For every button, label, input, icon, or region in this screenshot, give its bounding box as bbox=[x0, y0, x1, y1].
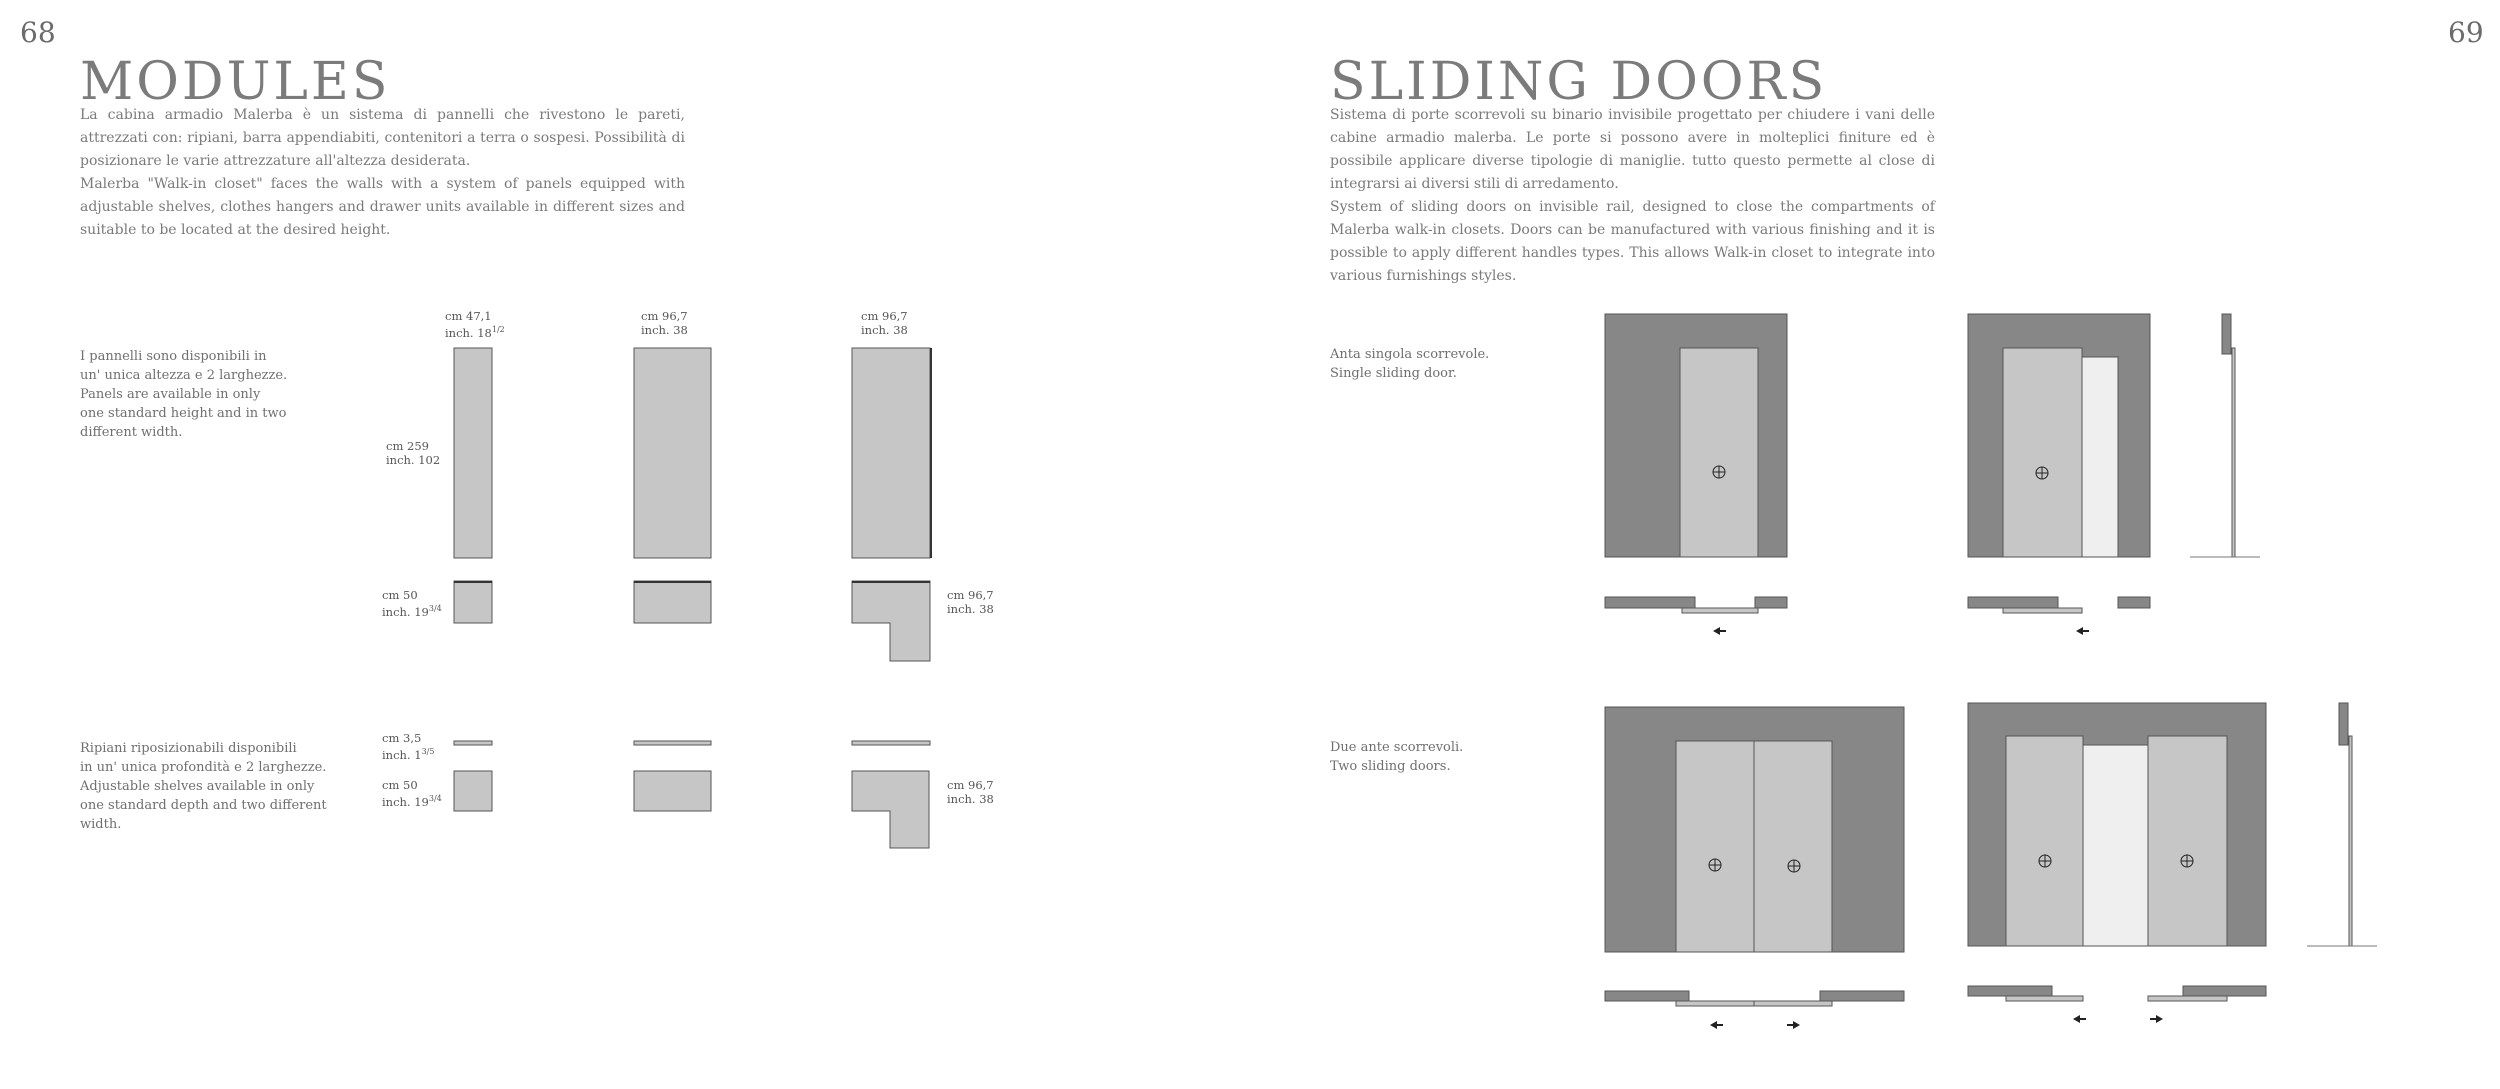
panels-caption-line: different width. bbox=[80, 425, 183, 440]
shelf-thin-narrow bbox=[454, 741, 492, 745]
single-door-section-header bbox=[2222, 314, 2231, 354]
dim-cm: cm 96,7 bbox=[861, 309, 908, 323]
handle-icon bbox=[2181, 855, 2193, 867]
modules-title: MODULES bbox=[80, 52, 391, 112]
single-open-plan-wall-right bbox=[2118, 597, 2150, 608]
shelves-caption-line: one standard depth and two different bbox=[80, 798, 327, 813]
shelves-caption-line: Adjustable shelves available in only bbox=[80, 779, 315, 794]
dim-inch: inch. 38 bbox=[947, 792, 994, 806]
arrow-left-icon bbox=[1710, 1021, 1723, 1029]
dim-cm: cm 50 bbox=[382, 588, 418, 602]
double-door-leaf-right-slid bbox=[2148, 736, 2227, 946]
handle-icon bbox=[1788, 860, 1800, 872]
dim-inch: inch. 102 bbox=[386, 453, 441, 467]
panels-caption-line: I pannelli sono disponibili in bbox=[80, 349, 267, 364]
sliding-doors-intro-italian: Sistema di porte scorrevoli su binario invisibile progettato per chiudere i vani delle cabine armadio malerba. Le porte si possono avere in molteplici finiture ed è possibile applicare diverse tipologie di maniglie. tutto questo permette al close di integrarsi ai diversi stili di arredamento. bbox=[1330, 107, 1935, 192]
shelf-thin-corner bbox=[852, 741, 930, 745]
handle-icon bbox=[2036, 467, 2048, 479]
dim-fraction: 3/4 bbox=[428, 794, 442, 803]
dim-cm: cm 259 bbox=[386, 439, 429, 453]
dim-cm: cm 96,7 bbox=[947, 588, 994, 602]
dim-inch: inch. 18 bbox=[445, 325, 492, 340]
handle-icon bbox=[1709, 859, 1721, 871]
panel-front-wide-end bbox=[852, 348, 930, 558]
arrow-left-icon bbox=[1713, 627, 1726, 635]
single-open-plan-door bbox=[2003, 608, 2082, 613]
page-number-right: 69 bbox=[2448, 16, 2484, 49]
single-door-section-leaf bbox=[2232, 348, 2235, 557]
double-plan-door-left bbox=[1676, 1001, 1754, 1006]
dim-fraction: 3/4 bbox=[428, 604, 442, 613]
single-door-leaf bbox=[1680, 348, 1758, 557]
double-door-opening bbox=[2083, 745, 2148, 946]
panels-caption-line: one standard height and in two bbox=[80, 406, 287, 421]
shelves-caption-line: width. bbox=[80, 817, 122, 832]
arrow-right-icon bbox=[2150, 1015, 2163, 1023]
dim-inch: inch. 38 bbox=[641, 323, 688, 337]
double-open-plan-door-right bbox=[2148, 996, 2227, 1001]
dim-fraction: 3/5 bbox=[421, 747, 435, 756]
single-open-plan-wall-left bbox=[1968, 597, 2058, 608]
panel-plan-corner bbox=[852, 581, 930, 661]
sliding-doors-intro-english: System of sliding doors on invisible rail, designed to close the compartments of Malerba walk-in closets. Doors can be manufactured with various finishing and it is possible to apply different handles types. This allows Walk-in closet to integrate into various furnishings styles. bbox=[1330, 199, 1935, 284]
double-plan-wall-right bbox=[1820, 991, 1904, 1001]
double-door-leaf-right bbox=[1754, 741, 1832, 952]
dim-inch: inch. 19 bbox=[382, 794, 429, 809]
panel-front-narrow bbox=[454, 348, 492, 558]
dim-cm: cm 3,5 bbox=[382, 731, 422, 745]
single-door-opening bbox=[2082, 357, 2118, 557]
single-plan-door bbox=[1682, 608, 1758, 613]
double-open-plan-wall-right bbox=[2183, 986, 2266, 996]
double-plan-door-right bbox=[1754, 1001, 1832, 1006]
single-plan-wall-right bbox=[1755, 597, 1787, 608]
single-plan-wall-left bbox=[1605, 597, 1695, 608]
panel-plan-narrow bbox=[454, 581, 492, 623]
double-door-leaf-left-slid bbox=[2006, 736, 2083, 946]
dim-cm: cm 96,7 bbox=[947, 778, 994, 792]
dim-inch: inch. 1 bbox=[382, 747, 422, 762]
panel-front-wide bbox=[634, 348, 711, 558]
handle-icon bbox=[1713, 466, 1725, 478]
shelf-plan-corner bbox=[852, 771, 929, 848]
single-door-caption-line: Anta singola scorrevole. bbox=[1330, 347, 1490, 362]
dim-inch: inch. 38 bbox=[861, 323, 908, 337]
single-door-caption-line: Single sliding door. bbox=[1330, 366, 1457, 381]
double-open-plan-wall-left bbox=[1968, 986, 2052, 996]
dim-inch: inch. 38 bbox=[947, 602, 994, 616]
handle-icon bbox=[2039, 855, 2051, 867]
modules-intro-italian: La cabina armadio Malerba è un sistema di pannelli che rivestono le pareti, attrezzati con: ripiani, barra appendiabiti, contenitori a terra o sospesi. Possibilità di posizionare le varie attrezzature all'altezza desiderata. bbox=[80, 107, 685, 169]
modules-intro-english: Malerba "Walk-in closet" faces the walls with a system of panels equipped with adjustable shelves, clothes hangers and drawer units available in different sizes and suitable to be located at the desired height. bbox=[80, 176, 685, 238]
shelf-thin-wide bbox=[634, 741, 711, 745]
arrow-left-icon bbox=[2073, 1015, 2086, 1023]
shelf-plan-wide bbox=[634, 771, 711, 811]
double-open-plan-door-left bbox=[2006, 996, 2083, 1001]
double-door-leaf-left bbox=[1676, 741, 1754, 952]
shelves-caption-line: in un' unica profondità e 2 larghezze. bbox=[80, 760, 327, 775]
double-door-section-header bbox=[2339, 703, 2348, 745]
double-plan-wall-left bbox=[1605, 991, 1689, 1001]
panels-caption-line: un' unica altezza e 2 larghezze. bbox=[80, 368, 288, 383]
single-door-leaf-slid bbox=[2003, 348, 2082, 557]
sliding-doors-title: SLIDING DOORS bbox=[1330, 52, 1828, 112]
double-door-caption-line: Two sliding doors. bbox=[1330, 759, 1451, 774]
panels-caption-line: Panels are available in only bbox=[80, 387, 261, 402]
panel-plan-wide bbox=[634, 581, 711, 623]
page-number-left: 68 bbox=[20, 16, 56, 49]
shelves-caption-line: Ripiani riposizionabili disponibili bbox=[80, 741, 297, 756]
arrow-left-icon bbox=[2076, 627, 2089, 635]
double-door-caption-line: Due ante scorrevoli. bbox=[1330, 740, 1464, 755]
arrow-right-icon bbox=[1787, 1021, 1800, 1029]
double-door-section-leaf bbox=[2349, 736, 2352, 946]
dim-cm: cm 50 bbox=[382, 778, 418, 792]
dim-inch: inch. 19 bbox=[382, 604, 429, 619]
dim-cm: cm 96,7 bbox=[641, 309, 688, 323]
dim-cm: cm 47,1 bbox=[445, 309, 492, 323]
dim-fraction: 1/2 bbox=[491, 325, 505, 334]
shelf-plan-narrow bbox=[454, 771, 492, 811]
